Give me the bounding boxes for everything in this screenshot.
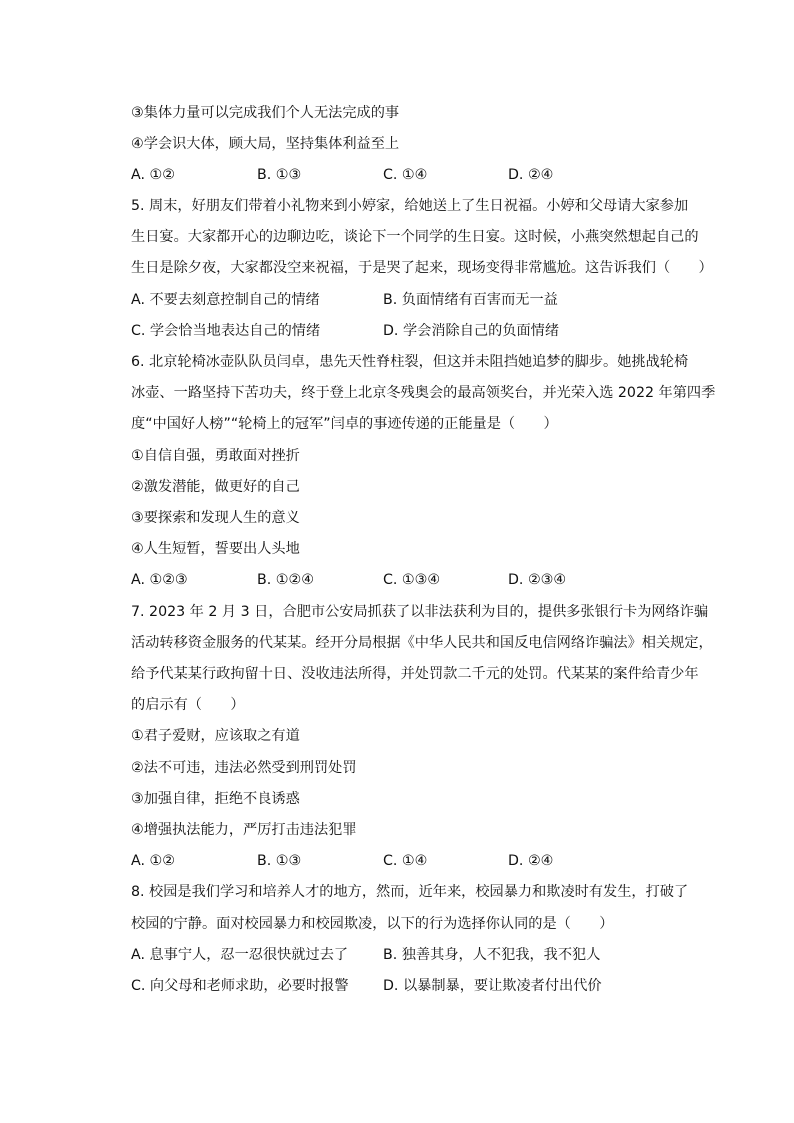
q8-option-b[interactable]: B. 独善其身，人不犯我，我不犯人 — [383, 947, 601, 963]
q6-option-c[interactable]: C. ①③④ — [383, 572, 441, 588]
q5-option-a[interactable]: A. 不要去刻意控制自己的情绪 — [131, 292, 320, 308]
q4-option-b[interactable]: B. ①③ — [257, 167, 302, 183]
q7-option-a[interactable]: A. ①② — [131, 853, 175, 869]
q4-item-4: ④学会识大体，顾大局，坚持集体利益至上 — [131, 136, 400, 152]
q6-stem-line-2: 冰壶、一路坚持下苦功夫，终于登上北京冬残奥会的最高领奖台，并光荣入选 2022 年第四季 — [131, 385, 716, 401]
q6-item-3: ③要探索和发现人生的意义 — [131, 510, 300, 526]
q7-stem-line-4: 的启示有（ ） — [131, 697, 245, 713]
q6-item-1: ①自信自强，勇敢面对挫折 — [131, 448, 300, 464]
q5-option-d[interactable]: D. 学会消除自己的负面情绪 — [383, 323, 560, 339]
q5-stem-line-3: 生日是除夕夜，大家都没空来祝福，于是哭了起来，现场变得非常尴尬。这告诉我们（ ） — [131, 260, 713, 276]
q6-option-b[interactable]: B. ①②④ — [257, 572, 314, 588]
q8-stem-line-2: 校园的宁静。面对校园暴力和校园欺凌，以下的行为选择你认同的是（ ） — [131, 916, 614, 932]
q7-item-2: ②法不可违，违法必然受到刑罚处罚 — [131, 760, 357, 776]
q7-option-b[interactable]: B. ①③ — [257, 853, 302, 869]
q7-option-d[interactable]: D. ②④ — [508, 853, 554, 869]
q5-option-b[interactable]: B. 负面情绪有百害而无一益 — [383, 292, 558, 308]
q4-option-a[interactable]: A. ①② — [131, 167, 175, 183]
q8-option-c[interactable]: C. 向父母和老师求助，必要时报警 — [131, 978, 349, 994]
q7-stem-line-3: 给予代某某行政拘留十日、没收违法所得，并处罚款二千元的处罚。代某某的案件给青少年 — [131, 666, 699, 682]
q6-stem-line-1: 6. 北京轮椅冰壶队队员闫卓，患先天性脊柱裂，但这并未阻挡她追梦的脚步。她挑战轮椅 — [131, 354, 689, 370]
q8-stem-line-1: 8. 校园是我们学习和培养人才的地方，然而，近年来，校园暴力和欺凌时有发生，打破了 — [131, 884, 689, 900]
q6-stem-line-3: 度“中国好人榜”“轮椅上的冠军”闫卓的事迹传递的正能量是（ ） — [131, 416, 558, 432]
q6-option-d[interactable]: D. ②③④ — [508, 572, 567, 588]
q5-option-c[interactable]: C. 学会恰当地表达自己的情绪 — [131, 323, 321, 339]
q7-option-c[interactable]: C. ①④ — [383, 853, 428, 869]
q6-option-a[interactable]: A. ①②③ — [131, 572, 188, 588]
q6-item-2: ②激发潜能，做更好的自己 — [131, 479, 300, 495]
q7-item-3: ③加强自律，拒绝不良诱惑 — [131, 791, 300, 807]
q5-stem-line-1: 5. 周末，好朋友们带着小礼物来到小婷家，给她送上了生日祝福。小婷和父母请大家参加 — [131, 198, 689, 214]
q5-stem-line-2: 生日宴。大家都开心的边聊边吃，谈论下一个同学的生日宴。这时候，小燕突然想起自己的 — [131, 229, 699, 245]
q8-option-d[interactable]: D. 以暴制暴，要让欺凌者付出代价 — [383, 978, 602, 994]
q7-item-4: ④增强执法能力，严厉打击违法犯罪 — [131, 822, 357, 838]
q7-stem-line-1: 7. 2023 年 2 月 3 日，合肥市公安局抓获了以非法获利为目的，提供多张银行卡为网络诈骗 — [131, 604, 709, 620]
q7-item-1: ①君子爱财，应该取之有道 — [131, 728, 300, 744]
q4-option-d[interactable]: D. ②④ — [508, 167, 554, 183]
q7-stem-line-2: 活动转移资金服务的代某某。经开分局根据《中华人民共和国反电信网络诈骗法》相关规定， — [131, 635, 713, 651]
q8-option-a[interactable]: A. 息事宁人，忍一忍很快就过去了 — [131, 947, 349, 963]
q6-item-4: ④人生短暂，誓要出人头地 — [131, 541, 300, 557]
q4-option-c[interactable]: C. ①④ — [383, 167, 428, 183]
q4-item-3: ③集体力量可以完成我们个人无法完成的事 — [131, 105, 400, 121]
